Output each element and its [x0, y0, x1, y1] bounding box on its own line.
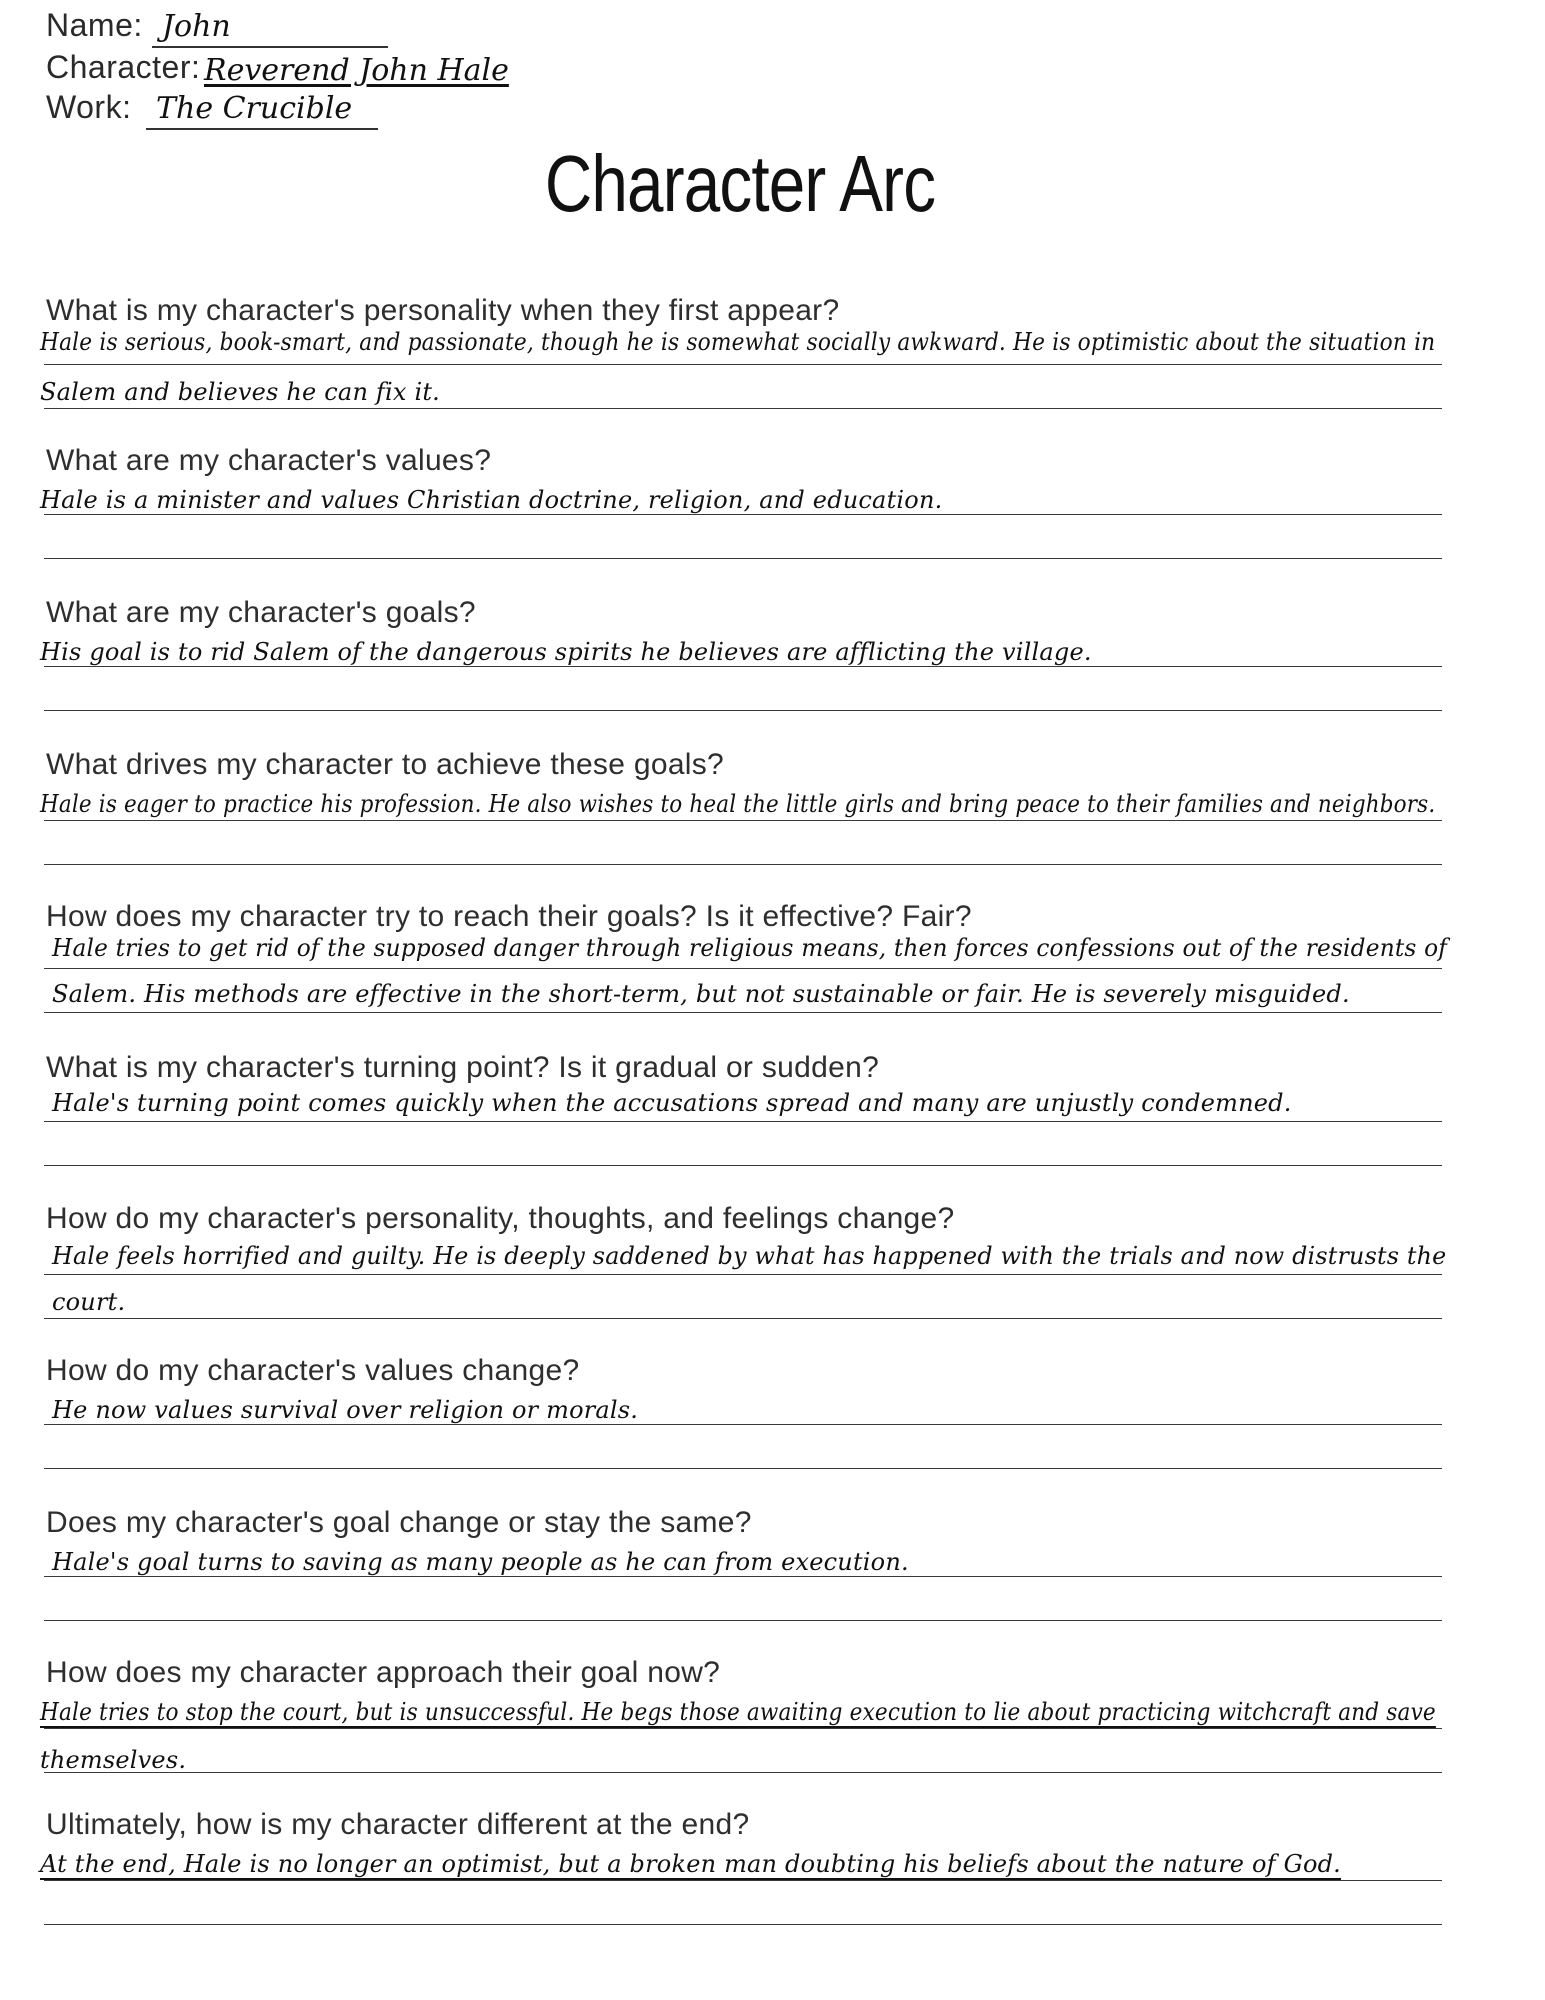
answer-line-1: His goal is to rid Salem of the dangerous spirits he believes are afflicting the village.	[40, 638, 1092, 666]
question-text: How does my character approach their goal now?	[46, 1656, 721, 1689]
character-row	[46, 48, 546, 90]
answer-rule	[44, 1165, 1442, 1166]
answer-line-2: themselves.	[40, 1746, 187, 1774]
answer-rule	[44, 1620, 1442, 1621]
answer-rule	[44, 558, 1442, 559]
answer-line-1: Hale is eager to practice his profession. He also wishes to heal the little girls and bring peace to their families and neighbors.	[40, 790, 1436, 818]
work-row	[46, 88, 446, 130]
answer-rule	[44, 710, 1442, 711]
name-field	[152, 6, 388, 48]
name-value: John	[162, 9, 231, 44]
answer-line-1: Hale's turning point comes quickly when the accusations spread and many are unjustly condemned.	[52, 1089, 1292, 1117]
answer-line-1: At the end, Hale is no longer an optimist, but a broken man doubting his beliefs about the nature of God.	[40, 1850, 1341, 1878]
answer-rule	[44, 968, 1442, 969]
page-title: Character Arc	[544, 139, 936, 228]
answer-rule	[44, 1424, 1442, 1425]
answer-rule	[44, 1880, 1442, 1881]
answer-line-1: Hale's goal turns to saving as many people as he can from execution.	[52, 1548, 909, 1576]
answer-rule	[44, 408, 1442, 409]
character-label: Character:	[46, 49, 201, 85]
answer-line-2: Salem. His methods are effective in the short-term, but not sustainable or fair. He is severely misguided.	[52, 980, 1350, 1008]
answer-rule	[44, 1772, 1442, 1773]
answer-rule	[44, 1274, 1442, 1275]
work-field	[146, 88, 378, 130]
answer-line-1: Hale tries to stop the court, but is unsuccessful. He begs those awaiting execution to lie about practicing witchcraft and save	[40, 1698, 1436, 1726]
question-text: What drives my character to achieve these goals?	[46, 748, 725, 781]
character-value: Reverend John Hale	[204, 53, 509, 88]
question-text: What is my character's turning point? Is it gradual or sudden?	[46, 1051, 880, 1084]
answer-line-2: court.	[52, 1288, 126, 1316]
answer-rule	[44, 1318, 1442, 1319]
answer-rule	[44, 1924, 1442, 1925]
answer-rule	[44, 1012, 1442, 1013]
answer-rule	[44, 666, 1442, 667]
character-field	[204, 50, 508, 90]
question-text: Does my character's goal change or stay the same?	[46, 1506, 752, 1539]
work-value: The Crucible	[156, 91, 353, 126]
question-text: How do my character's personality, thoughts, and feelings change?	[46, 1202, 955, 1235]
question-text: How do my character's values change?	[46, 1354, 580, 1387]
answer-line-1: He now values survival over religion or morals.	[52, 1396, 639, 1424]
name-label: Name:	[46, 7, 143, 43]
answer-line-2: Salem and believes he can fix it.	[40, 378, 440, 406]
answer-line-1: Hale tries to get rid of the supposed danger through religious means, then forces confessions out of the residents of	[52, 934, 1448, 962]
answer-rule	[44, 1576, 1442, 1577]
answer-rule	[44, 364, 1442, 365]
answer-rule	[44, 1728, 1442, 1729]
answer-rule	[44, 820, 1442, 821]
question-text: What are my character's goals?	[46, 596, 476, 629]
question-text: How does my character try to reach their goals? Is it effective? Fair?	[46, 900, 972, 933]
question-text: Ultimately, how is my character different at the end?	[46, 1808, 750, 1841]
question-text: What are my character's values?	[46, 444, 492, 477]
answer-rule	[44, 864, 1442, 865]
answer-line-1: Hale is a minister and values Christian doctrine, religion, and education.	[40, 486, 943, 514]
name-row	[46, 6, 406, 48]
answer-rule	[44, 1468, 1442, 1469]
answer-rule	[44, 1121, 1442, 1122]
answer-line-1: Hale is serious, book-smart, and passionate, though he is somewhat socially awkward. He is optimistic about the situation in	[40, 328, 1436, 356]
answer-line-1: Hale feels horrified and guilty. He is deeply saddened by what has happened with the trials and now distrusts the	[52, 1242, 1447, 1270]
answer-rule	[44, 514, 1442, 515]
work-label: Work:	[46, 89, 132, 125]
question-text: What is my character's personality when they first appear?	[46, 294, 840, 327]
